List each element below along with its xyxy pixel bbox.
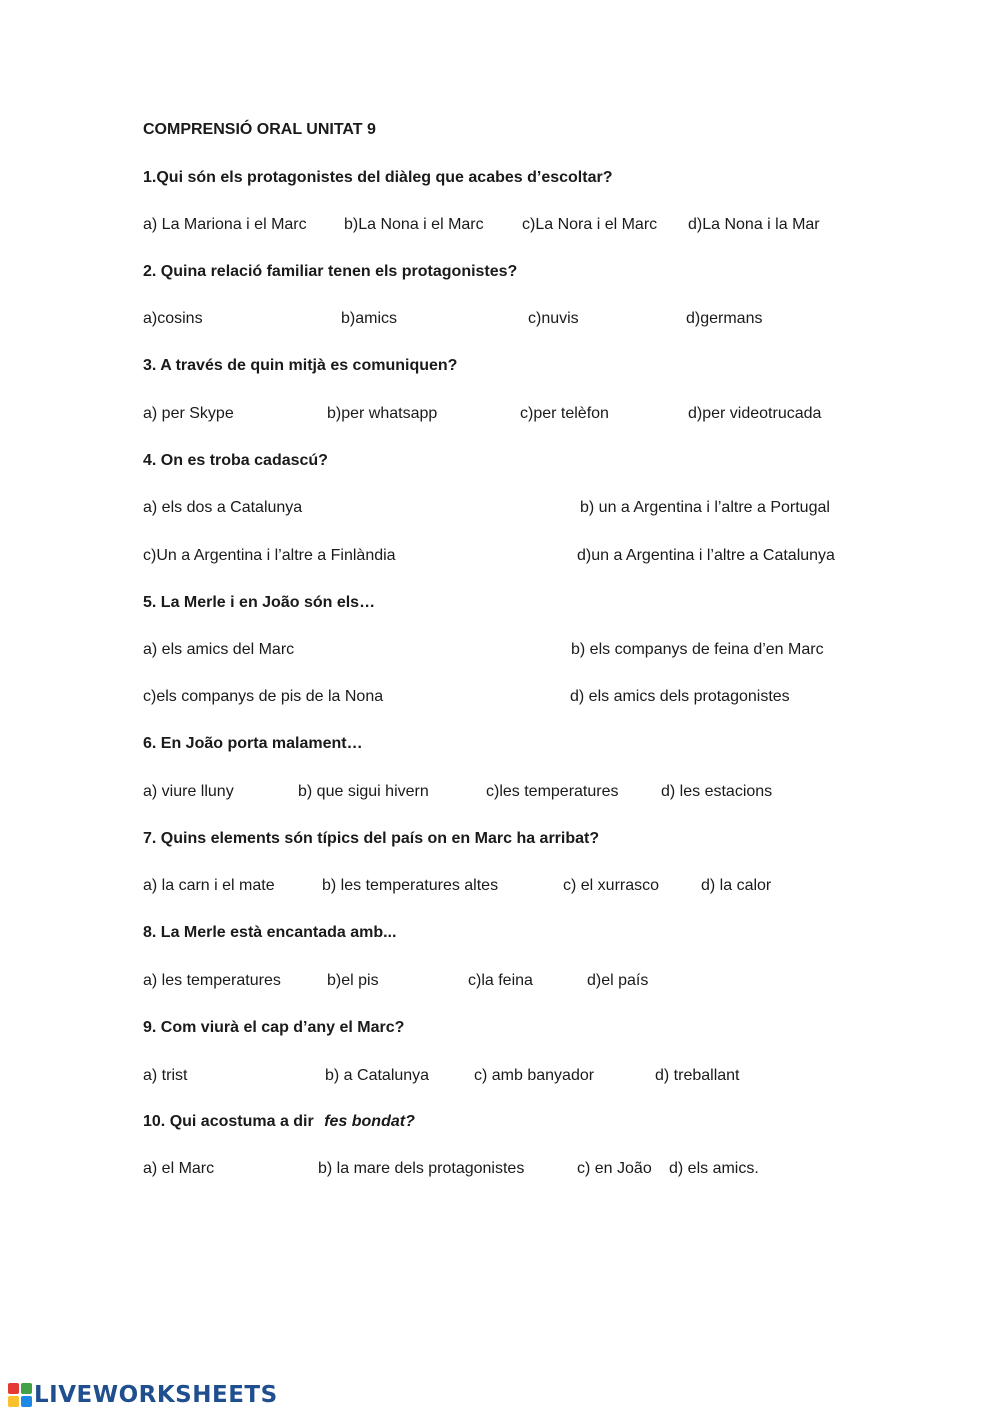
question-1: 1.Qui són els protagonistes del diàleg que acabes d’escoltar?: [143, 169, 613, 186]
q9-option-d: d) treballant: [655, 1067, 740, 1084]
liveworksheets-footer: [8, 1381, 278, 1409]
q6-option-b: b) que sigui hivern: [298, 783, 429, 800]
question-4: 4. On es troba cadascú?: [143, 452, 328, 469]
question-2: 2. Quina relació familiar tenen els protagonistes?: [143, 263, 518, 280]
q10-option-a: a) el Marc: [143, 1160, 215, 1177]
q1-option-d: d)La Nona i la Mar: [688, 216, 820, 233]
q10-option-d: d) els amics.: [669, 1160, 759, 1177]
worksheet-title: COMPRENSIÓ ORAL UNITAT 9: [143, 121, 376, 138]
q3-option-c: c)per telèfon: [520, 405, 609, 422]
q3-option-d: d)per videotrucada: [688, 405, 822, 422]
q5-option-b: b) els companys de feina d’en Marc: [571, 641, 824, 658]
liveworksheets-logo-text: LIVEWORKSHEETS: [34, 1382, 278, 1408]
question-10-italic-phrase: fes bondat?: [324, 1113, 415, 1130]
question-9: 9. Com viurà el cap d’any el Marc?: [143, 1019, 405, 1036]
q4-option-b: b) un a Argentina i l’altre a Portugal: [580, 499, 830, 516]
q8-option-b: b)el pis: [327, 972, 379, 989]
q1-option-b: b)La Nona i el Marc: [344, 216, 484, 233]
q9-option-c: c) amb banyador: [474, 1067, 595, 1084]
q5-option-c: c)els companys de pis de la Nona: [143, 688, 384, 705]
q7-option-b: b) les temperatures altes: [322, 877, 499, 894]
q7-option-c: c) el xurrasco: [563, 877, 660, 894]
q6-option-d: d) les estacions: [661, 783, 773, 800]
q10-option-b: b) la mare dels protagonistes: [318, 1160, 525, 1177]
q8-option-c: c)la feina: [468, 972, 533, 989]
q4-option-c: c)Un a Argentina i l’altre a Finlàndia: [143, 547, 396, 564]
q10-option-c: c) en João: [577, 1160, 652, 1177]
question-10-text: 10. Qui acostuma a dir: [143, 1113, 314, 1130]
question-6: 6. En João porta malament…: [143, 735, 363, 752]
q3-option-a: a) per Skype: [143, 405, 234, 422]
q9-option-b: b) a Catalunya: [325, 1067, 430, 1084]
q5-option-a: a) els amics del Marc: [143, 641, 295, 658]
question-7: 7. Quins elements són típics del país on en Marc ha arribat?: [143, 830, 600, 847]
q2-option-d: d)germans: [686, 310, 763, 327]
q1-option-c: c)La Nora i el Marc: [522, 216, 658, 233]
q8-option-a: a) les temperatures: [143, 972, 281, 989]
q9-option-a: a) trist: [143, 1067, 188, 1084]
q4-option-a: a) els dos a Catalunya: [143, 499, 303, 516]
q3-option-b: b)per whatsapp: [327, 405, 438, 422]
question-3: 3. A través de quin mitjà es comuniquen?: [143, 357, 458, 374]
q2-option-a: a)cosins: [143, 310, 203, 327]
q5-option-d: d) els amics dels protagonistes: [570, 688, 790, 705]
question-10: [143, 1112, 415, 1132]
q8-option-d: d)el país: [587, 972, 649, 989]
q1-option-a: a) La Mariona i el Marc: [143, 216, 307, 233]
q2-option-c: c)nuvis: [528, 310, 579, 327]
q4-option-d: d)un a Argentina i l’altre a Catalunya: [577, 547, 835, 564]
question-5: 5. La Merle i en João són els…: [143, 594, 376, 611]
q6-option-c: c)les temperatures: [486, 783, 619, 800]
q2-option-b: b)amics: [341, 310, 398, 327]
q6-option-a: a) viure lluny: [143, 783, 234, 800]
q7-option-d: d) la calor: [701, 877, 772, 894]
q7-option-a: a) la carn i el mate: [143, 877, 275, 894]
question-8: 8. La Merle està encantada amb...: [143, 924, 397, 941]
liveworksheets-logo-icon: [8, 1383, 32, 1407]
